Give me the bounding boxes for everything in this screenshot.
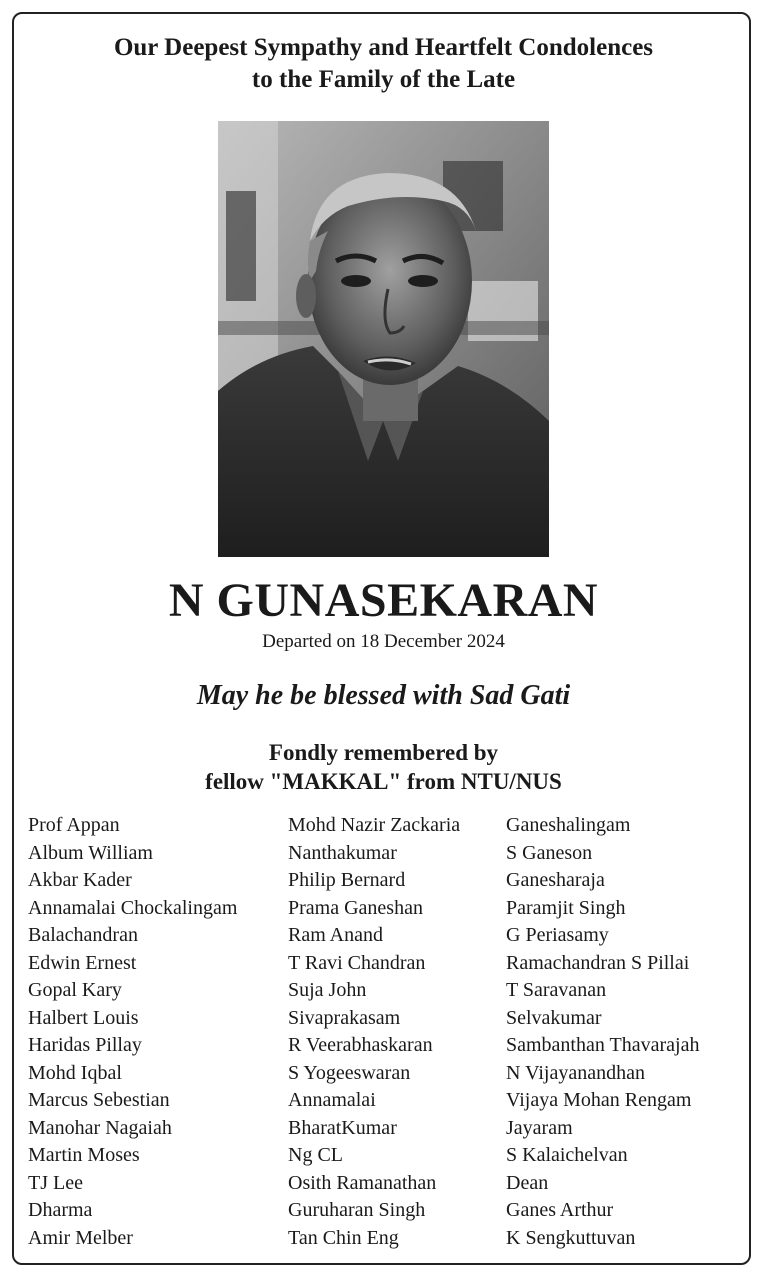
name-entry: Vijaya Mohan Rengam <box>506 1089 692 1111</box>
name-entry: Manohar Nagaiah <box>28 1116 172 1139</box>
deceased-name: N GUNASEKARAN <box>168 574 599 627</box>
name-entry: G Periasamy <box>506 924 609 946</box>
name-entry: Ganeshalingam <box>506 814 631 836</box>
name-entry: Mohd Nazir Zackaria <box>288 814 461 836</box>
name-entry: Gopal Kary <box>28 979 122 1001</box>
name-entry: Balachandran <box>28 924 138 946</box>
name-entry: Selvakumar <box>506 1006 602 1029</box>
name-entry: Osith Ramanathan <box>288 1171 437 1194</box>
blessing-text: May he be blessed with Sad Gati <box>196 680 571 711</box>
name-entry: Annamalai <box>288 1089 376 1111</box>
name-entry: Haridas Pillay <box>28 1034 142 1056</box>
name-entry: Amir Melber <box>28 1226 133 1249</box>
name-entry: S Ganeson <box>506 841 593 864</box>
name-entry: Annamalai Chockalingam <box>28 896 238 919</box>
name-entry: Marcus Sebestian <box>28 1089 170 1111</box>
names-column-1 <box>28 812 237 1252</box>
name-entry: Akbar Kader <box>28 869 132 891</box>
name-entry: Suja John <box>288 979 367 1001</box>
name-entry: BharatKumar <box>288 1116 397 1139</box>
name-entry: T Ravi Chandran <box>288 951 426 974</box>
name-entry: Ramachandran S Pillai <box>506 951 690 974</box>
condolence-headline <box>0 32 767 96</box>
names-column-3 <box>506 812 699 1252</box>
name-entry: K Sengkuttuvan <box>506 1226 636 1249</box>
name-entry: T Saravanan <box>506 979 607 1001</box>
remembered-line-2: fellow "MAKKAL" from NTU/NUS <box>205 769 562 794</box>
remembered-line-1: Fondly remembered by <box>268 740 499 765</box>
name-entry: R Veerabhaskaran <box>288 1034 433 1056</box>
name-entry: Ganesharaja <box>506 869 605 891</box>
name-entry: TJ Lee <box>28 1171 83 1194</box>
name-entry: Nanthakumar <box>288 841 397 864</box>
name-entry: Jayaram <box>506 1116 573 1139</box>
name-entry: Halbert Louis <box>28 1006 139 1029</box>
name-entry: Ram Anand <box>288 924 383 946</box>
name-entry: Prof Appan <box>28 814 120 836</box>
remembered-by-heading <box>0 738 767 796</box>
name-entry: Edwin Ernest <box>28 951 137 974</box>
headline-line-1: Our Deepest Sympathy and Heartfelt Condolences <box>113 34 654 61</box>
portrait-photo <box>218 121 549 557</box>
name-entry: S Yogeeswaran <box>288 1061 411 1084</box>
names-column-2 <box>288 812 460 1252</box>
name-entry: Paramjit Singh <box>506 896 626 919</box>
name-entry: Guruharan Singh <box>288 1199 426 1221</box>
name-entry: S Kalaichelvan <box>506 1144 628 1166</box>
name-entry: Dharma <box>28 1199 93 1221</box>
name-entry: Mohd Iqbal <box>28 1061 122 1084</box>
name-entry: Sambanthan Thavarajah <box>506 1034 700 1056</box>
departure-date: Departed on 18 December 2024 <box>262 631 505 652</box>
name-entry: Ng CL <box>288 1144 343 1166</box>
headline-line-2: to the Family of the Late <box>251 66 516 93</box>
name-entry: Dean <box>506 1171 549 1194</box>
name-entry: Ganes Arthur <box>506 1199 614 1221</box>
name-entry: Prama Ganeshan <box>288 896 423 919</box>
name-entry: N Vijayanandhan <box>506 1061 645 1084</box>
name-entry: Tan Chin Eng <box>288 1226 399 1249</box>
name-entry: Sivaprakasam <box>288 1006 401 1029</box>
name-entry: Philip Bernard <box>288 869 406 891</box>
name-entry: Album William <box>28 841 153 864</box>
portrait-image <box>218 121 549 557</box>
name-entry: Martin Moses <box>28 1144 140 1166</box>
